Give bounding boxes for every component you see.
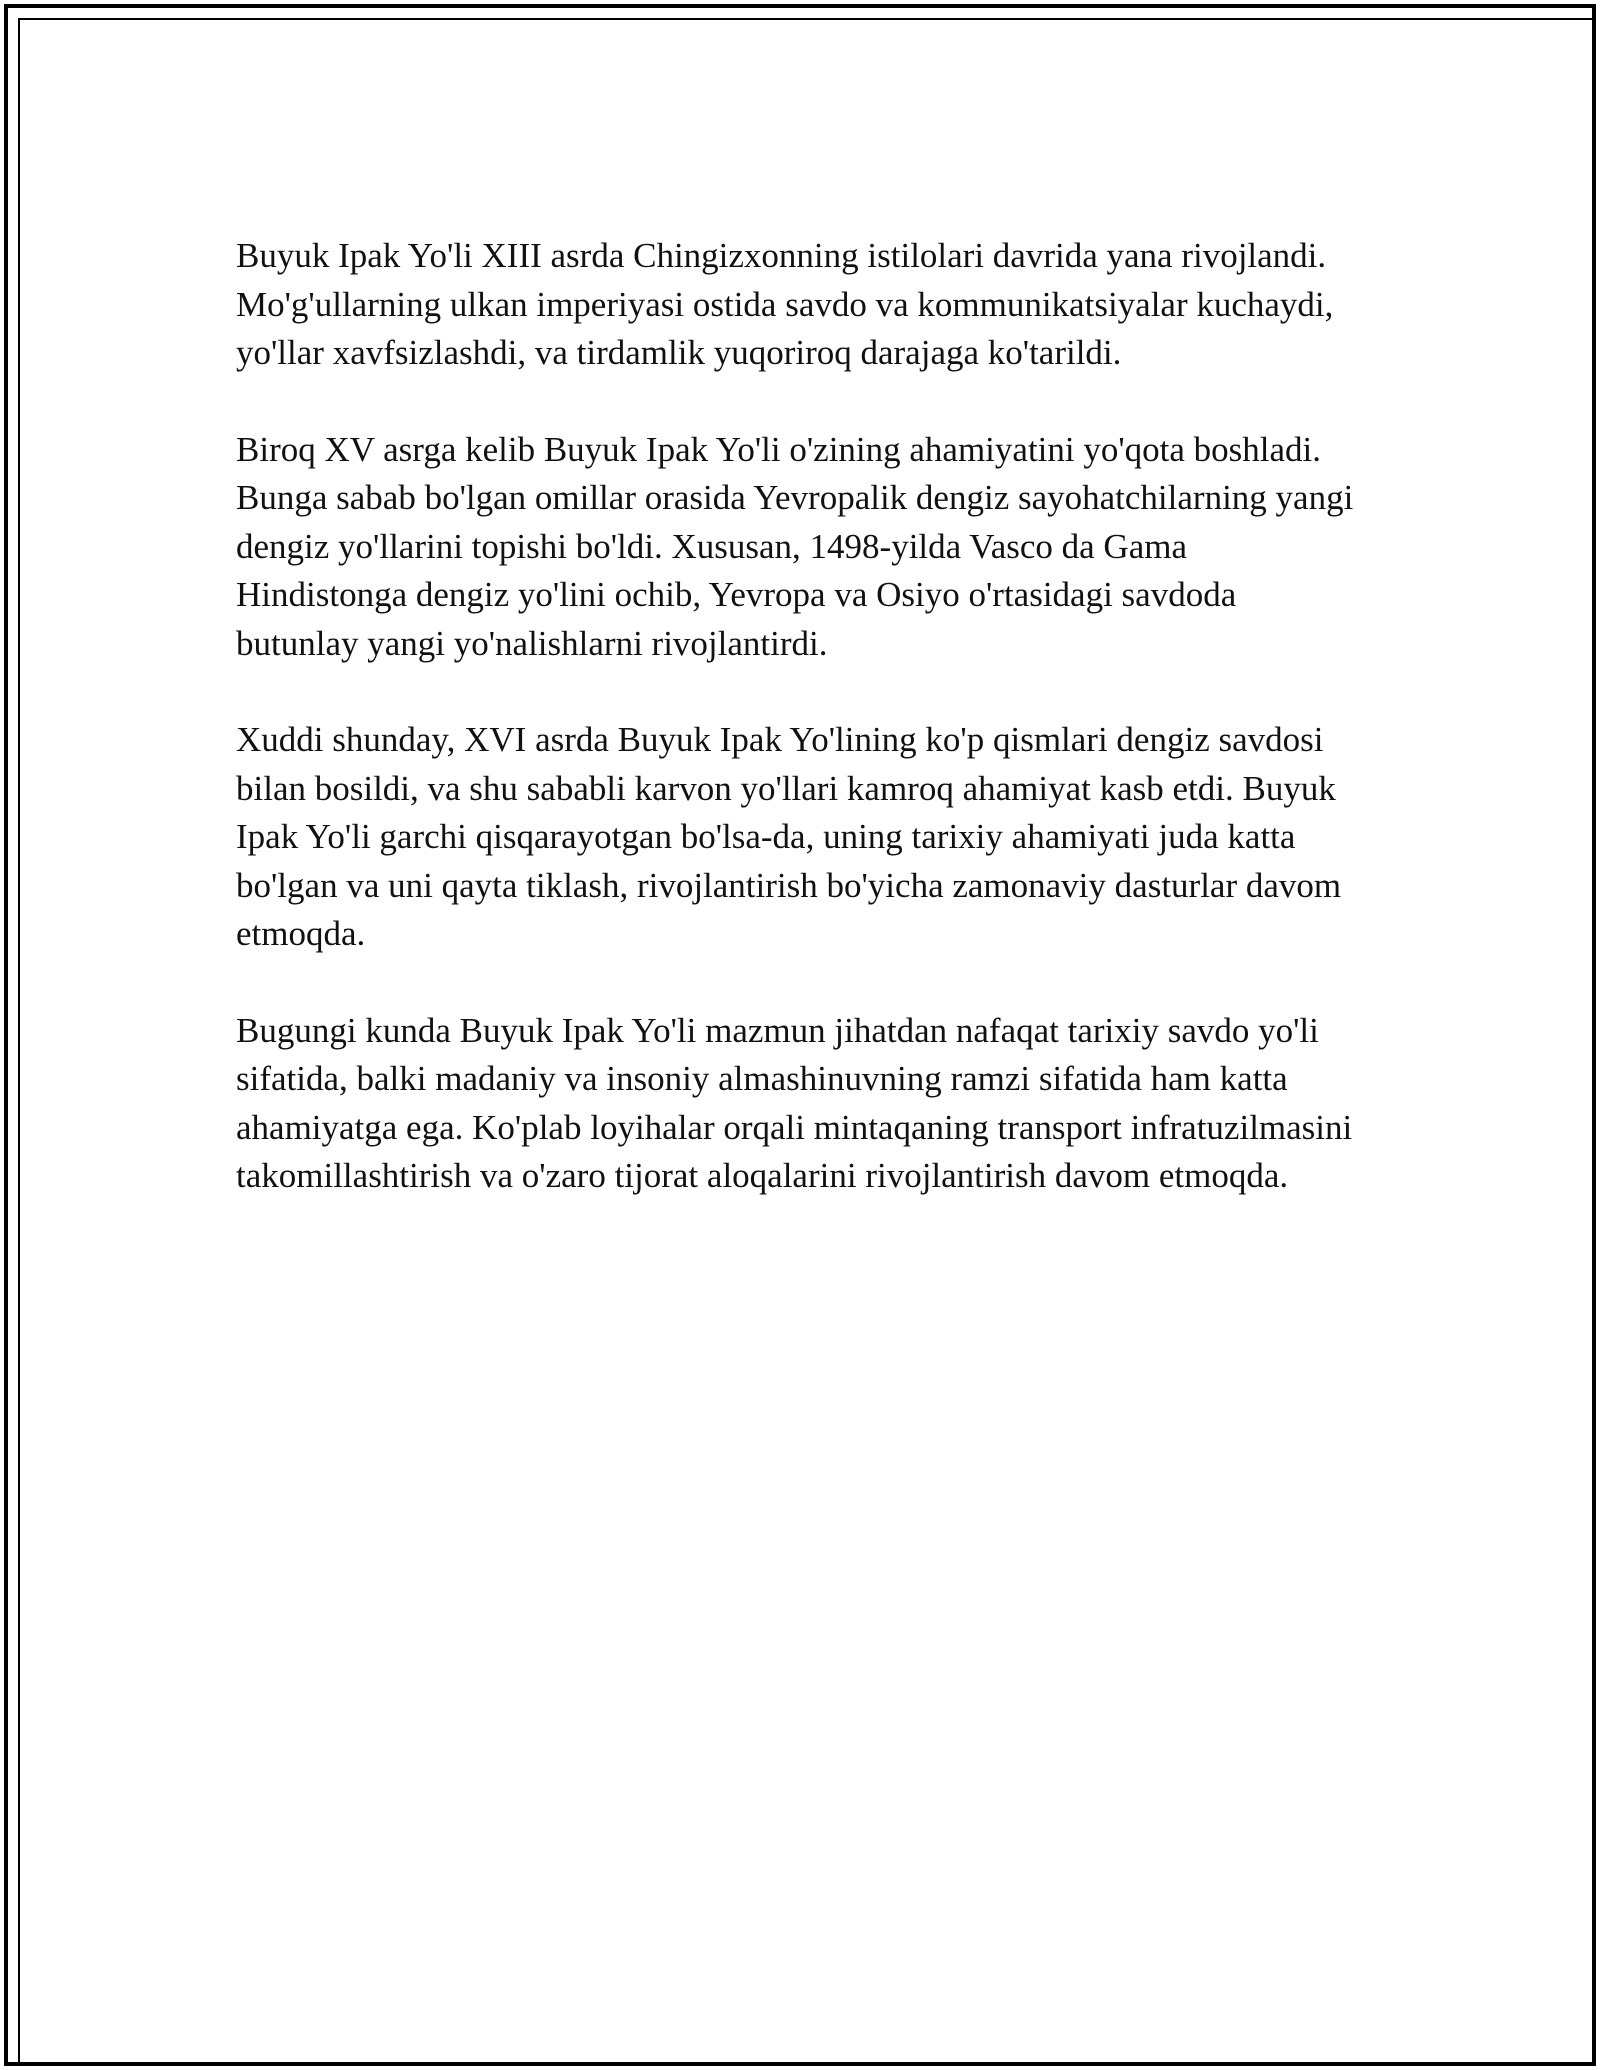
paragraph-4: Bugungi kunda Buyuk Ipak Yo'li mazmun jihatdan nafaqat tarixiy savdo yo'li sifatida, balki madaniy va insoniy almashinuvning ramzi sifatida ham katta ahamiyatga ega. Ko'plab loyihalar orqali mintaqaning transport infratuzilmasini takomillashtirish va o'zaro tijorat aloqalarini rivojlantirish davom etmoqda. (236, 1010, 1353, 1195)
paragraph-3: Xuddi shunday, XVI asrda Buyuk Ipak Yo'lining ko'p qismlari dengiz savdosi bilan bosildi, va shu sababli karvon yo'llari kamroq ahamiyat kasb etdi. Buyuk Ipak Yo'li garchi qisqarayotgan bo'lsa-da, uning tarixiy ahamiyati juda katta bo'lgan va uni qayta tiklash, rivojlantirish bo'yicha zamonaviy dasturlar davom etmoqda. (236, 720, 1342, 953)
paragraph-1: Buyuk Ipak Yo'li XIII asrda Chingizxonning istilolari davrida yana rivojlandi. Mo'g'ullarning ulkan imperiyasi ostida savdo va kommunikatsiyalar kuchaydi, yo'llar xavfsizlashdi, va tirdamlik yuqoriroq darajaga ko'tarildi. (236, 236, 1334, 372)
document-body (236, 232, 1366, 1249)
paragraph-2: Biroq XV asrga kelib Buyuk Ipak Yo'li o'zining ahamiyatini yo'qota boshladi. Bunga sabab bo'lgan omillar orasida Yevropalik dengiz sayohatchilarning yangi dengiz yo'llarini topishi bo'ldi. Xususan, 1498-yilda Vasco da Gama Hindistonga dengiz yo'lini ochib, Yevropa va Osiyo o'rtasidagi savdoda butunlay yangi yo'nalishlarni rivojlantirdi. (236, 429, 1354, 663)
